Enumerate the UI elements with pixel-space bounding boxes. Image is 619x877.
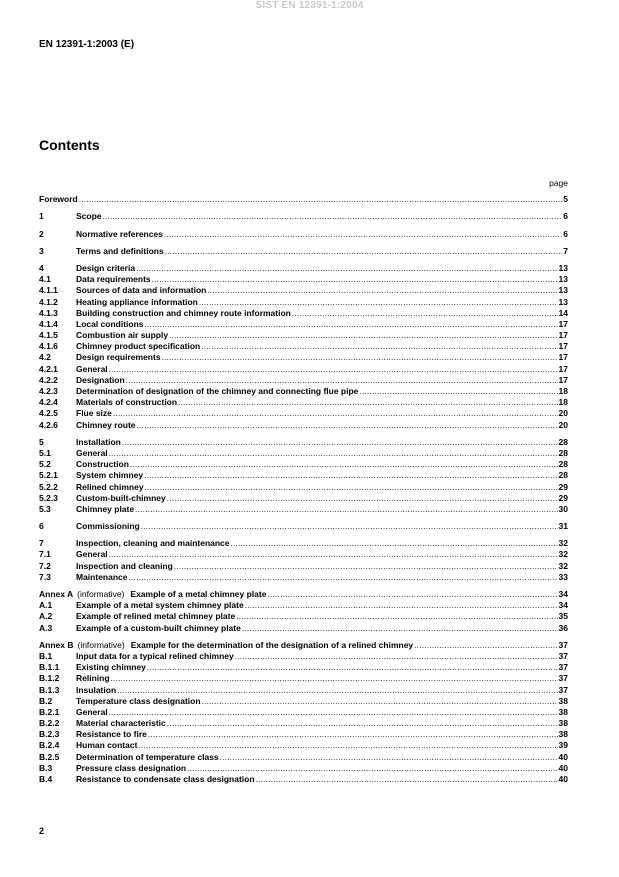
toc-leader-dots (145, 319, 558, 330)
toc-entry-number: 7.3 (39, 571, 51, 582)
toc-entry-page: 31 (558, 521, 568, 532)
toc-leader-dots (414, 640, 557, 651)
toc-entry-page: 38 (558, 695, 568, 706)
toc-entry-title: Heating appliance information (76, 296, 198, 307)
toc-entry-title: Custom-built-chimney (76, 492, 166, 503)
toc-entry-page: 20 (558, 408, 568, 419)
toc-entry-title: Chimney product specification (76, 341, 201, 352)
toc-entry[interactable] (39, 740, 568, 751)
toc-entry-title: Installation (76, 436, 121, 447)
toc-entry-title: Determination of temperature class (76, 751, 219, 762)
toc-leader-dots (111, 673, 558, 684)
toc-entry-title: System chimney (76, 470, 144, 481)
toc-entry-page: 38 (558, 706, 568, 717)
toc-entry-number: A.1 (39, 600, 53, 611)
toc-entry-page: 40 (558, 751, 568, 762)
toc-entry-number: B.2.2 (39, 718, 60, 729)
toc-entry-title: Existing chimney (76, 662, 146, 673)
toc-leader-dots (113, 408, 558, 419)
toc-entry[interactable] (39, 194, 568, 205)
toc-entry[interactable] (39, 386, 568, 397)
toc-entry[interactable] (39, 246, 568, 257)
toc-entry-number: 4.1.3 (39, 307, 58, 318)
toc-entry-page: 37 (558, 684, 568, 695)
toc-entry-title: Input data for a typical relined chimney (76, 650, 234, 661)
toc-entry-number: 5.2.1 (39, 470, 58, 481)
toc-leader-dots (126, 375, 558, 386)
toc-entry[interactable] (39, 285, 568, 296)
toc-entry-title: Data requirements (76, 274, 151, 285)
toc-leader-dots (256, 774, 558, 785)
toc-entry[interactable] (39, 751, 568, 762)
toc-entry-page: 17 (558, 318, 568, 329)
toc-entry-page: 38 (558, 718, 568, 729)
toc-entry-page: 37 (558, 662, 568, 673)
page-title: Contents (39, 137, 100, 153)
toc-entry[interactable] (39, 651, 568, 662)
toc-entry[interactable] (39, 696, 568, 707)
toc-entry-number: 4.2.2 (39, 374, 58, 385)
toc-entry-page: 28 (558, 470, 568, 481)
toc-entry-number: 3 (39, 245, 44, 256)
toc-entry[interactable] (39, 296, 568, 307)
page-column-label: page (549, 178, 568, 188)
toc-entry-number: B.1.1 (39, 662, 60, 673)
toc-leader-dots (235, 651, 558, 662)
toc-entry-number: B.1.2 (39, 673, 60, 684)
toc-entry-number: 4.2.1 (39, 363, 58, 374)
toc-leader-dots (165, 246, 563, 257)
toc-entry-page: 39 (558, 740, 568, 751)
toc-entry-number: 7.1 (39, 549, 51, 560)
toc-entry-title: General (76, 447, 108, 458)
toc-leader-dots (141, 521, 558, 532)
toc-entry[interactable] (39, 274, 568, 285)
toc-entry-number: 4.2.6 (39, 419, 58, 430)
toc-entry[interactable] (39, 549, 568, 560)
toc-entry-page: 28 (558, 447, 568, 458)
toc-entry-number: 4.2.3 (39, 386, 58, 396)
toc-entry-title: Inspection and cleaning (76, 560, 173, 571)
toc-entry-number: 4.2.5 (39, 408, 58, 419)
toc-entry-page: 17 (558, 352, 568, 363)
toc-entry-number: B.1.3 (39, 684, 60, 695)
toc-entry-title: General (76, 706, 108, 717)
toc-entry-number: B.2.3 (39, 729, 60, 740)
toc-entry[interactable] (39, 729, 568, 740)
toc-entry-title: Inspection, cleaning and maintenance (76, 538, 230, 549)
toc-entry-page: 17 (558, 330, 568, 341)
toc-entry-page: 29 (558, 481, 568, 492)
toc-entry-page: 17 (558, 363, 568, 374)
toc-entry-number: B.2 (39, 695, 53, 706)
toc-entry-title: Material characteristic (76, 718, 166, 729)
toc-entry-page: 18 (558, 397, 568, 408)
table-of-contents (39, 194, 568, 785)
toc-entry-title: Determination of designation of the chimney and connecting flue pipe (76, 386, 359, 396)
toc-entry[interactable] (39, 352, 568, 363)
toc-leader-dots (207, 285, 557, 296)
toc-leader-dots (164, 229, 562, 240)
toc-entry-page: 34 (558, 589, 568, 599)
toc-entry-number: 2 (39, 228, 44, 239)
toc-entry-page: 13 (558, 274, 568, 285)
toc-entry-page: 6 (563, 211, 568, 222)
toc-leader-dots (109, 707, 558, 718)
toc-entry-number: 1 (39, 211, 44, 222)
toc-entry-page: 17 (558, 341, 568, 352)
toc-entry[interactable] (39, 363, 568, 374)
toc-leader-dots (202, 696, 558, 707)
toc-entry-page: 14 (558, 307, 568, 318)
toc-entry[interactable] (39, 419, 568, 430)
toc-entry-title: Resistance to fire (76, 729, 147, 740)
toc-entry[interactable] (39, 375, 568, 386)
toc-entry-number: A.2 (39, 611, 53, 622)
toc-entry[interactable] (39, 538, 568, 549)
toc-entry-title: Design requirements (76, 352, 161, 363)
toc-entry-number: 5.3 (39, 503, 51, 514)
toc-entry-page: 37 (558, 639, 568, 650)
toc-entry-title: Maintenance (76, 571, 128, 582)
toc-entry-number: B.2.4 (39, 740, 60, 751)
toc-entry-title: Combustion air supply (76, 330, 169, 341)
toc-entry-number: 4.2.4 (39, 397, 58, 408)
toc-entry[interactable] (39, 470, 568, 481)
toc-entry-page: 40 (558, 762, 568, 773)
toc-leader-dots (109, 364, 558, 375)
toc-entry-title: Example for the determination of the designation of a relined chimney (130, 639, 414, 650)
toc-entry-title: General (76, 549, 108, 560)
toc-entry-title: Design criteria (76, 262, 136, 273)
toc-leader-dots (109, 448, 558, 459)
toc-entry[interactable] (39, 308, 568, 319)
toc-leader-dots (152, 274, 558, 285)
toc-entry-page: 18 (558, 386, 568, 396)
toc-entry-number: 7 (39, 538, 44, 549)
toc-leader-dots (135, 504, 557, 515)
toc-entry-title: Example of a custom-built chimney plate (76, 622, 241, 633)
toc-entry[interactable] (39, 448, 568, 459)
toc-leader-dots (167, 718, 558, 729)
toc-leader-dots (129, 572, 558, 583)
toc-entry-page: 32 (558, 549, 568, 560)
toc-leader-dots (236, 611, 557, 622)
toc-leader-dots (79, 194, 563, 205)
toc-entry-page: 38 (558, 729, 568, 740)
footer-page-number: 2 (39, 826, 45, 836)
toc-entry-number: 5 (39, 436, 44, 447)
watermark: SIST EN 12391-1:2004 (255, 0, 364, 11)
toc-entry-page: 17 (558, 374, 568, 385)
toc-entry-title: Chimney route (76, 419, 136, 430)
toc-entry-number: B.4 (39, 774, 53, 784)
toc-leader-dots (136, 263, 557, 274)
toc-entry-number: 4.1 (39, 274, 51, 285)
toc-entry-number: B.1 (39, 650, 53, 661)
toc-entry-title: Relined chimney (76, 481, 144, 492)
toc-entry-annex-type: (informative) (77, 589, 125, 599)
toc-entry-title: Materials of construction (76, 397, 178, 408)
toc-entry-title: Normative references (76, 228, 163, 239)
toc-entry-page: 37 (558, 650, 568, 661)
toc-entry-title: Resistance to condensate class designation (76, 774, 255, 784)
toc-entry[interactable] (39, 673, 568, 684)
toc-entry-title: Pressure class designation (76, 762, 187, 773)
toc-entry[interactable] (39, 341, 568, 352)
toc-leader-dots (220, 752, 558, 763)
toc-leader-dots (130, 459, 558, 470)
toc-leader-dots (187, 763, 557, 774)
toc-entry-title: Sources of data and information (76, 285, 207, 296)
toc-entry[interactable] (39, 263, 568, 274)
toc-leader-dots (117, 685, 557, 696)
toc-entry-number: 6 (39, 521, 44, 532)
toc-entry-page: 13 (558, 262, 568, 273)
toc-leader-dots (292, 308, 558, 319)
toc-entry[interactable] (39, 437, 568, 448)
toc-entry-number: 5.1 (39, 447, 51, 458)
toc-entry[interactable] (39, 572, 568, 583)
toc-leader-dots (122, 437, 558, 448)
toc-entry-page: 35 (558, 611, 568, 622)
toc-leader-dots (144, 470, 557, 481)
toc-entry-title: Relining (76, 673, 110, 684)
toc-entry[interactable] (39, 319, 568, 330)
toc-leader-dots (199, 297, 558, 308)
toc-entry[interactable] (39, 640, 568, 651)
toc-leader-dots (245, 600, 558, 611)
toc-leader-dots (162, 352, 558, 363)
toc-entry[interactable] (39, 589, 568, 600)
toc-entry-title: Construction (76, 459, 129, 470)
toc-entry-number: Annex A (39, 589, 74, 599)
toc-entry-page: 7 (563, 245, 568, 256)
toc-entry-title: Example of relined metal chimney plate (76, 611, 236, 622)
toc-entry[interactable] (39, 611, 568, 622)
toc-entry-title: Terms and definitions (76, 245, 164, 256)
toc-leader-dots (109, 549, 558, 560)
toc-entry[interactable] (39, 408, 568, 419)
toc-entry-number: 4.1.6 (39, 341, 58, 352)
toc-entry-number: Annex B (39, 639, 74, 650)
toc-entry-number: 5.2.3 (39, 492, 58, 503)
toc-entry-page: 5 (563, 194, 568, 205)
toc-entry[interactable] (39, 211, 568, 222)
toc-entry-number: A.3 (39, 622, 53, 633)
toc-entry[interactable] (39, 493, 568, 504)
toc-leader-dots (137, 420, 558, 431)
toc-entry[interactable] (39, 459, 568, 470)
toc-entry-number: 4.1.4 (39, 318, 58, 329)
toc-entry-number: B.2.1 (39, 706, 60, 717)
toc-entry-page: 36 (558, 622, 568, 633)
toc-entry[interactable] (39, 707, 568, 718)
toc-entry-number: 4.2 (39, 352, 51, 363)
toc-entry-title: General (76, 363, 108, 374)
toc-entry[interactable] (39, 504, 568, 515)
toc-entry-number: 4.1.1 (39, 285, 58, 296)
toc-entry-page: 29 (558, 492, 568, 503)
toc-entry[interactable] (39, 330, 568, 341)
toc-entry-title: Example of a metal chimney plate (130, 589, 267, 599)
toc-leader-dots (359, 386, 557, 397)
toc-leader-dots (169, 330, 557, 341)
toc-entry-title: Flue size (76, 408, 112, 419)
toc-entry-page: 34 (558, 600, 568, 611)
toc-leader-dots (145, 482, 558, 493)
toc-leader-dots (267, 589, 557, 600)
toc-entry-page: 6 (563, 228, 568, 239)
toc-entry[interactable] (39, 763, 568, 774)
toc-entry-title: Local conditions (76, 318, 144, 329)
toc-entry-title: Human contact (76, 740, 138, 751)
toc-entry[interactable] (39, 600, 568, 611)
toc-entry-number: B.2.5 (39, 751, 60, 762)
toc-entry-title: Commissioning (76, 521, 140, 532)
toc-entry-number: 7.2 (39, 560, 51, 571)
toc-entry-page: 33 (558, 571, 568, 582)
toc-entry-page: 13 (558, 285, 568, 296)
toc-entry-number: 4.1.5 (39, 330, 58, 341)
toc-entry[interactable] (39, 622, 568, 633)
document-id: EN 12391-1:2003 (E) (39, 39, 135, 50)
toc-entry-number: Foreword (39, 194, 78, 205)
toc-entry[interactable] (39, 521, 568, 532)
toc-leader-dots (103, 211, 563, 222)
toc-entry-number: 4 (39, 262, 44, 273)
toc-entry[interactable] (39, 774, 568, 785)
toc-entry-title: Designation (76, 374, 125, 385)
toc-leader-dots (231, 538, 558, 549)
toc-entry-number: 5.2 (39, 459, 51, 470)
toc-entry-page: 37 (558, 673, 568, 684)
toc-entry-title: Example of a metal system chimney plate (76, 600, 244, 611)
toc-entry-page: 20 (558, 419, 568, 430)
toc-entry-number: B.3 (39, 762, 53, 773)
toc-entry[interactable] (39, 560, 568, 571)
toc-entry-page: 30 (558, 503, 568, 514)
toc-entry-page: 13 (558, 296, 568, 307)
toc-entry-page: 28 (558, 459, 568, 470)
toc-leader-dots (201, 341, 557, 352)
toc-entry[interactable] (39, 684, 568, 695)
toc-leader-dots (148, 729, 558, 740)
toc-entry[interactable] (39, 228, 568, 239)
toc-entry-number: 4.1.2 (39, 296, 58, 307)
toc-leader-dots (178, 397, 557, 408)
toc-entry[interactable] (39, 481, 568, 492)
toc-entry-title: Building construction and chimney route information (76, 307, 291, 318)
toc-entry-title: Scope (76, 211, 102, 222)
toc-leader-dots (242, 623, 558, 634)
toc-leader-dots (147, 662, 558, 673)
toc-entry-page: 32 (558, 560, 568, 571)
toc-entry[interactable] (39, 718, 568, 729)
toc-entry-title: Chimney plate (76, 503, 135, 514)
toc-entry[interactable] (39, 662, 568, 673)
toc-leader-dots (138, 740, 557, 751)
toc-leader-dots (174, 561, 558, 572)
toc-entry-page: 40 (558, 774, 568, 784)
toc-entry-title: Temperature class designation (76, 695, 201, 706)
toc-entry[interactable] (39, 397, 568, 408)
toc-entry-title: Insulation (76, 684, 117, 695)
toc-entry-number: 5.2.2 (39, 481, 58, 492)
toc-entry-page: 28 (558, 436, 568, 447)
toc-entry-page: 32 (558, 538, 568, 549)
toc-entry-annex-type: (informative) (77, 639, 125, 650)
toc-leader-dots (167, 493, 558, 504)
